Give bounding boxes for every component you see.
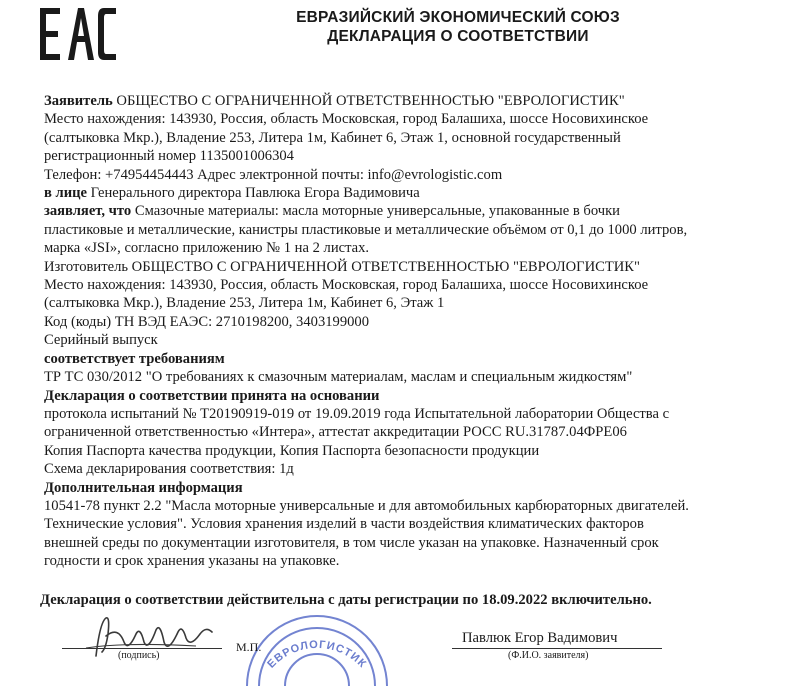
declares-text: Смазочные материалы: масла моторные универсальные, упакованные в бочки [131,203,620,220]
basis-line-1: протокола испытаний № T20190919-019 от 19.09.2019 года Испытательной лаборатории Общества с [44,405,670,422]
additional-line-2: Технические условия". Условия хранения изделий в части воздействия климатических факторов [44,516,644,533]
declares-label: заявляет, что [44,203,132,220]
basis-heading: Декларация о соответствии принята на основании [44,387,380,404]
union-title: ЕВРАЗИЙСКИЙ ЭКОНОМИЧЕСКИЙ СОЮЗ [296,9,620,26]
signature-block [0,610,800,674]
manufacturer-line: Изготовитель ОБЩЕСТВО С ОГРАНИЧЕННОЙ ОТВЕТСТВЕННОСТЬЮ "ЕВРОЛОГИСТИК" [44,258,640,275]
fio-underline [452,648,662,649]
additional-line-3: внешней среды по документации изготовителя, в том числе указан на упаковке. Назначенный срок [44,534,659,551]
basis-line-4: Схема декларирования соответствия: 1д [44,461,294,478]
declaration-body [44,92,774,571]
stamp-place-label: М.П. [236,640,262,654]
signature-underline [62,648,222,649]
representative-line [44,184,774,202]
signatory-name: Павлюк Егор Вадимович [462,630,618,646]
applicant-label: Заявитель [44,93,113,109]
additional-heading: Дополнительная информация [44,479,243,496]
applicant-contacts: Телефон: +74954454443 Адрес электронной почты: info@evrologistic.com [44,166,503,183]
applicant-name: ОБЩЕСТВО С ОГРАНИЧЕННОЙ ОТВЕТСТВЕННОСТЬЮ "ЕВРОЛОГИСТИК" [112,93,625,109]
serial-release: Серийный выпуск [44,332,158,349]
eac-logo [38,6,118,62]
declares-line-1 [44,202,774,220]
additional-line-4: годности и срок хранения указаны на упаковке. [44,553,340,570]
basis-line-2: ограниченной ответственностью «Интера», аттестат аккредитации РОСС RU.31787.04ФРЕ06 [44,424,627,441]
validity-statement: Декларация о соответствии действительна с даты регистрации по 18.09.2022 включительно. [40,592,652,608]
document-header [258,8,658,46]
applicant-line [44,92,774,110]
signature-caption: (подпись) [118,650,160,661]
representative-text: Генерального директора Павлюка Егора Вадимовича [87,185,420,202]
svg-text:ЕВРОЛОГИСТИК: ЕВРОЛОГИСТИК [265,638,369,671]
applicant-ogrn: регистрационный номер 1135001006304 [44,148,294,165]
additional-line-1: 10541-78 пункт 2.2 "Масла моторные универсальные и для автомобильных карбюраторных двигателей. [44,497,689,514]
requirements-heading: соответствует требованиям [44,350,225,367]
fio-caption: (Ф.И.О. заявителя) [508,650,589,661]
requirements-text: ТР ТС 030/2012 "О требованиях к смазочным материалам, маслам и специальным жидкостям" [44,369,633,386]
applicant-address-2: (салтыковка Мкр.), Владение 253, Литера 1м, Кабинет 6, Этаж 1, основной государственный [44,129,621,146]
applicant-address-1: Место нахождения: 143930, Россия, область Московская, город Балашиха, шоссе Носовихинское [44,111,649,128]
representative-label: в лице [44,185,88,202]
tn-ved-codes: Код (коды) ТН ВЭД ЕАЭС: 2710198200, 3403199000 [44,313,370,330]
manufacturer-address-2: (салтыковка Мкр.), Владение 253, Литера 1м, Кабинет 6, Этаж 1 [44,295,445,312]
basis-line-3: Копия Паспорта качества продукции, Копия Паспорта безопасности продукции [44,442,540,459]
declares-line-3: марка «JSI», согласно приложению № 1 на 2 листах. [44,240,370,257]
document-title: ДЕКЛАРАЦИЯ О СООТВЕТСТВИИ [327,28,589,45]
manufacturer-address-1: Место нахождения: 143930, Россия, область Московская, город Балашиха, шоссе Носовихинское [44,277,649,294]
declares-line-2: пластиковые и металлические, канистры пластиковые и металлические объёмом от 0,1 до 1000 литров, [44,221,688,238]
